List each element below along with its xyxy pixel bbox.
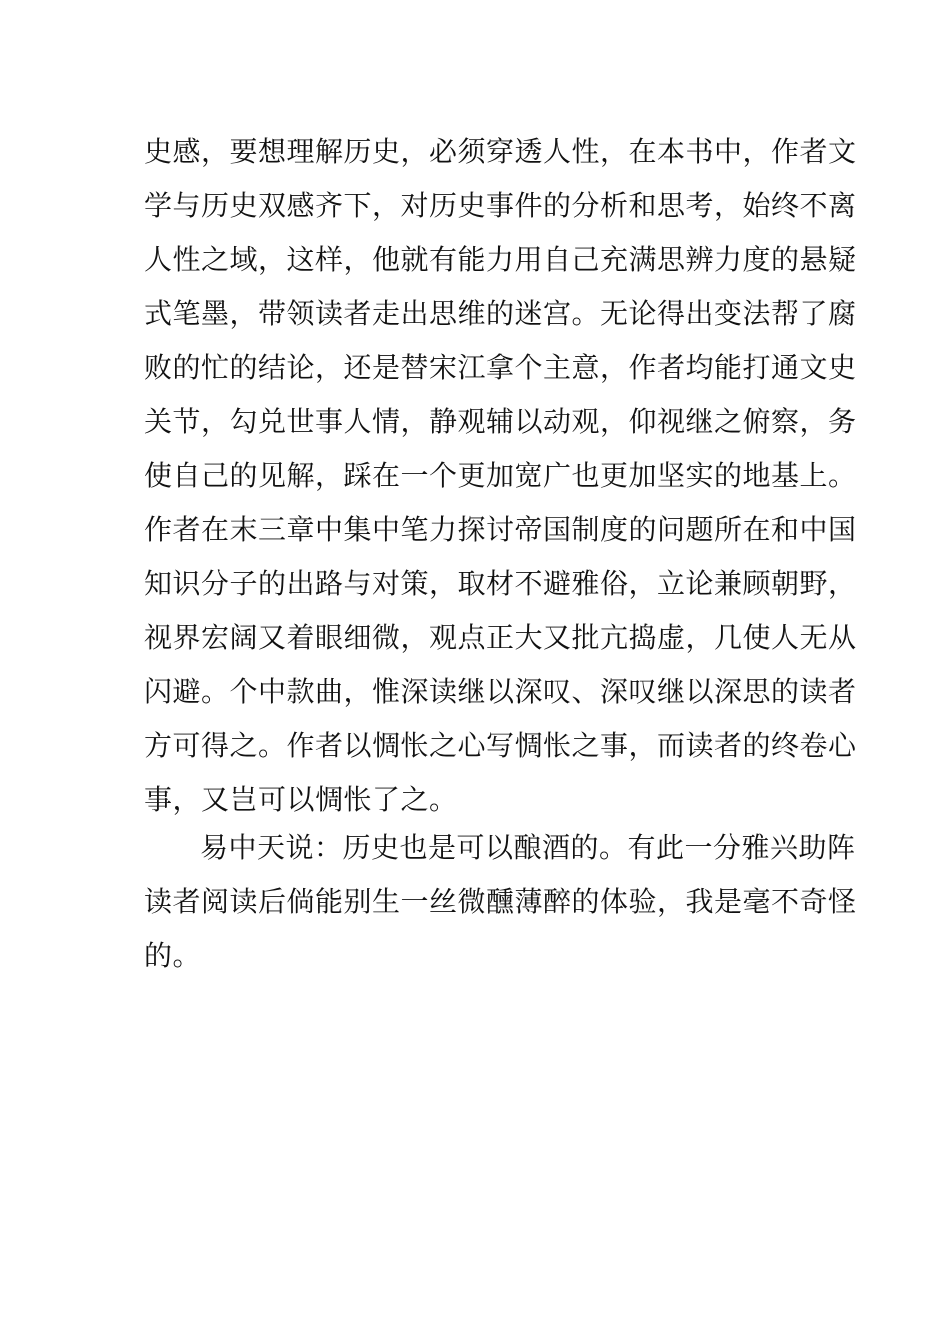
text-line: 事，又岂可以惆怅了之。 bbox=[144, 783, 458, 816]
text-line: 易中天说：历史也是可以酿酒的。有此一分雅兴助阵 bbox=[200, 831, 856, 864]
text-line: 败的忙的结论，还是替宋江拿个主意，作者均能打通文史 bbox=[144, 351, 857, 384]
text-line: 视界宏阔又着眼细微，观点正大又批亢捣虚，几使人无从 bbox=[144, 621, 857, 654]
text-line: 作者在末三章中集中笔力探讨帝国制度的问题所在和中国 bbox=[144, 513, 857, 546]
text-line: 的。 bbox=[144, 939, 202, 972]
text-line: 人性之域，这样，他就有能力用自己充满思辨力度的悬疑 bbox=[144, 243, 857, 276]
text-line: 读者阅读后倘能别生一丝微醺薄醉的体验，我是毫不奇怪 bbox=[144, 885, 857, 918]
text-line: 闪避。个中款曲，惟深读继以深叹、深叹继以深思的读者 bbox=[144, 675, 857, 708]
paragraph-2 bbox=[144, 821, 857, 983]
text-line: 方可得之。作者以惆怅之心写惆怅之事，而读者的终卷心 bbox=[144, 729, 857, 762]
text-line: 知识分子的出路与对策，取材不避雅俗，立论兼顾朝野， bbox=[144, 567, 857, 600]
text-line: 式笔墨，带领读者走出思维的迷宫。无论得出变法帮了腐 bbox=[144, 297, 857, 330]
paragraph-1 bbox=[144, 125, 857, 827]
text-line: 关节，勾兑世事人情，静观辅以动观，仰视继之俯察，务 bbox=[144, 405, 857, 438]
text-line: 史感，要想理解历史，必须穿透人性，在本书中，作者文 bbox=[144, 135, 857, 168]
text-line: 使自己的见解，踩在一个更加宽广也更加坚实的地基上。 bbox=[144, 459, 857, 492]
text-line: 学与历史双感齐下，对历史事件的分析和思考，始终不离 bbox=[144, 189, 857, 222]
